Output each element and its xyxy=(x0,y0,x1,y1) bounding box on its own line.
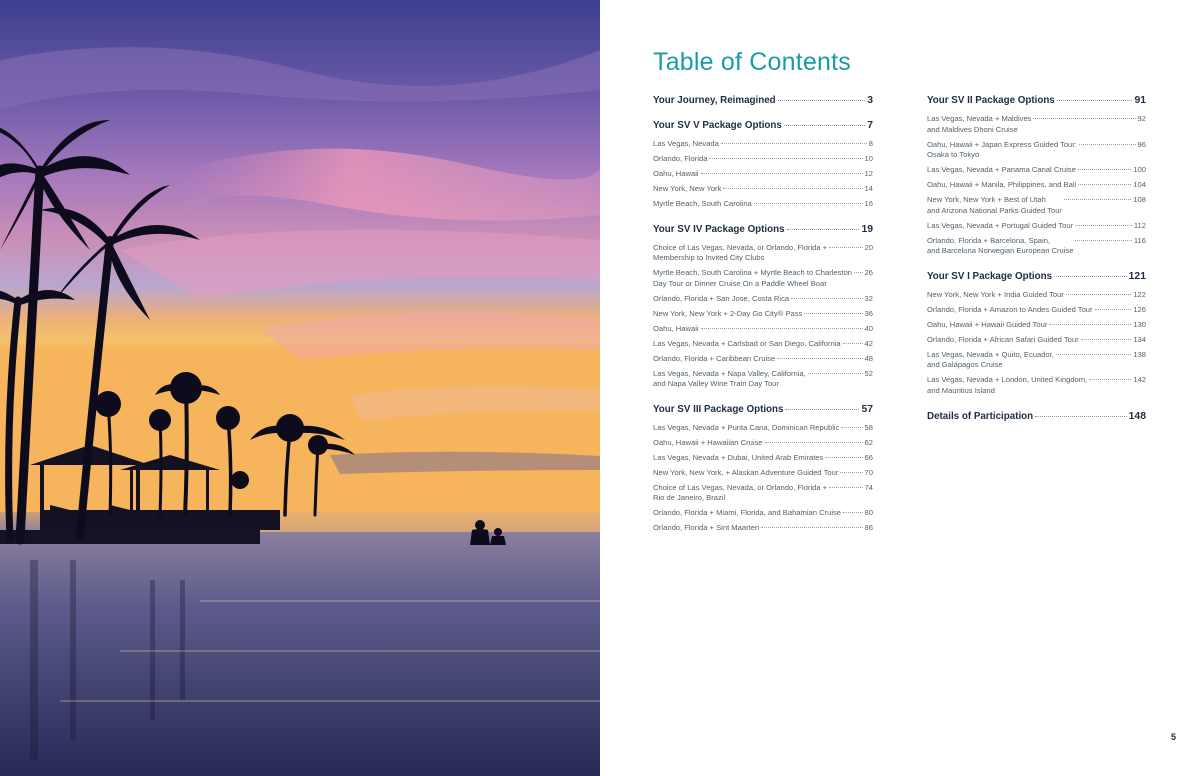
dot-leader xyxy=(840,472,862,473)
section-title: Your SV II Package Options xyxy=(927,95,1055,106)
page-number: 5 xyxy=(1170,732,1176,742)
dot-leader xyxy=(765,442,863,443)
entry-page-number: 104 xyxy=(1133,180,1146,190)
toc-section-your-sv-v-package-options xyxy=(653,119,873,210)
toc-section-heading[interactable] xyxy=(927,94,1146,107)
dot-leader xyxy=(709,158,862,159)
entry-page-number: 36 xyxy=(864,308,873,318)
toc-entry[interactable] xyxy=(653,169,873,180)
entry-label: Las Vegas, Nevada + Maldives and Maldives Dhoni Cruise xyxy=(927,114,1032,134)
entry-label: Orlando, Florida + African Safari Guided Tour xyxy=(927,334,1079,344)
toc-section-heading[interactable] xyxy=(653,119,873,132)
toc-entry[interactable] xyxy=(927,350,1146,371)
entry-page-number: 70 xyxy=(864,467,873,477)
section-title: Your SV V Package Options xyxy=(653,120,782,131)
entry-page-number: 122 xyxy=(1133,289,1146,299)
dot-leader xyxy=(777,358,862,359)
dot-leader xyxy=(784,125,865,126)
entry-page-number: 16 xyxy=(864,198,873,208)
toc-entry[interactable] xyxy=(653,508,873,519)
entry-label: Orlando, Florida xyxy=(653,153,708,163)
entry-label: Choice of Las Vegas, Nevada, or Orlando, Florida + Rio de Janeiro, Brazil xyxy=(653,482,828,503)
entry-label: Las Vegas, Nevada + Quito, Ecuador, and Galápagos Cruise xyxy=(927,349,1054,370)
section-title: Details of Participation xyxy=(927,410,1034,422)
dot-leader xyxy=(1078,184,1131,185)
entry-page-number: 48 xyxy=(864,353,873,363)
entry-label: New York, New York + India Guided Tour xyxy=(927,289,1064,299)
dot-leader xyxy=(843,512,863,513)
entry-label: Orlando, Florida + Amazon to Andes Guided Tour xyxy=(927,304,1093,314)
entry-page-number: 112 xyxy=(1133,220,1146,230)
toc-entry[interactable] xyxy=(927,165,1146,176)
toc-entry[interactable] xyxy=(927,335,1146,346)
dot-leader xyxy=(829,247,862,248)
entry-page-number: 52 xyxy=(864,368,873,378)
toc-entry[interactable] xyxy=(653,154,873,165)
section-page-number: 91 xyxy=(1134,95,1146,106)
toc-entry[interactable] xyxy=(653,309,873,320)
toc-section-your-journey-reimagined xyxy=(653,94,873,107)
dot-leader xyxy=(1079,144,1136,145)
toc-entry[interactable] xyxy=(653,184,873,195)
entry-page-number: 92 xyxy=(1137,114,1146,123)
entry-label: Orlando, Florida + San Jose, Costa Rica xyxy=(653,293,790,303)
entry-label: Myrtle Beach, South Carolina xyxy=(653,198,752,208)
entry-page-number: 108 xyxy=(1133,195,1146,205)
entry-label: Orlando, Florida + Miami, Florida, and Bahamian Cruise xyxy=(653,508,842,518)
toc-entry[interactable] xyxy=(653,294,873,305)
toc-section-heading[interactable] xyxy=(927,410,1146,423)
section-title: Your Journey, Reimagined xyxy=(653,95,776,106)
toc-entry[interactable] xyxy=(927,140,1146,161)
toc-entry[interactable] xyxy=(653,268,873,289)
dot-leader xyxy=(721,143,867,144)
section-title: Your SV I Package Options xyxy=(927,270,1053,282)
dot-leader xyxy=(1049,324,1131,325)
dot-leader xyxy=(785,409,859,410)
toc-column-right xyxy=(927,94,1146,435)
entry-label: Orlando, Florida + Caribbean Cruise xyxy=(653,353,776,363)
dot-leader xyxy=(854,272,863,273)
section-page-number: 57 xyxy=(861,403,873,415)
dot-leader xyxy=(787,229,860,230)
dot-leader xyxy=(1075,225,1132,226)
dot-leader xyxy=(1035,416,1127,417)
entry-label: New York, New York, + Alaskan Adventure Guided Tour xyxy=(653,467,839,477)
toc-section-heading[interactable] xyxy=(653,403,873,416)
dot-leader xyxy=(808,373,863,374)
entry-label: Oahu, Hawaii + Hawaii Guided Tour xyxy=(927,319,1048,329)
toc-section-your-sv-i-package-options xyxy=(927,270,1146,397)
entry-label: Orlando, Florida + Barcelona, Spain, and Barcelona Norwegian European Cruise xyxy=(927,235,1074,256)
page-title: Table of Contents xyxy=(653,48,851,76)
entry-label: Oahu, Hawaii xyxy=(653,168,699,178)
entry-page-number: 130 xyxy=(1133,319,1146,329)
entry-label: Las Vegas, Nevada xyxy=(653,139,719,148)
entry-label: Las Vegas, Nevada + Napa Valley, California, and Napa Valley Wine Train Day Tour xyxy=(653,368,806,389)
dot-leader xyxy=(1075,240,1131,241)
entry-page-number: 142 xyxy=(1133,375,1146,385)
entry-page-number: 138 xyxy=(1133,349,1146,359)
entry-label: Myrtle Beach, South Carolina + Myrtle Beach to Charleston Day Tour or Dinner Cruise On a Paddle Wheel Boat xyxy=(653,268,853,288)
toc-section-heading[interactable] xyxy=(653,223,873,236)
entry-page-number: 8 xyxy=(868,139,873,148)
section-title: Your SV IV Package Options xyxy=(653,223,785,235)
toc-entry[interactable] xyxy=(927,375,1146,396)
toc-entry[interactable] xyxy=(653,339,873,350)
dot-leader xyxy=(778,100,866,101)
dot-leader xyxy=(843,343,863,344)
entry-page-number: 74 xyxy=(864,482,873,492)
section-title: Your SV III Package Options xyxy=(653,403,784,415)
toc-entry[interactable] xyxy=(653,354,873,365)
entry-label: Orlando, Florida + Sint Maarten xyxy=(653,523,760,533)
toc-section-details-of-participation xyxy=(927,410,1146,423)
dot-leader xyxy=(1066,294,1131,295)
entry-label: Las Vegas, Nevada + London, United Kingdom, and Mauritius Island xyxy=(927,375,1088,395)
dot-leader xyxy=(1056,354,1131,355)
entry-page-number: 96 xyxy=(1137,139,1146,149)
entry-label: Oahu, Hawaii + Japan Express Guided Tour: Osaka to Tokyo xyxy=(927,139,1077,160)
entry-label: New York, New York + Best of Utah and Arizona National Parks Guided Tour xyxy=(927,195,1062,215)
entry-label: New York, New York xyxy=(653,183,722,193)
toc-section-your-sv-iii-package-options xyxy=(653,403,873,534)
entry-label: Las Vegas, Nevada + Carlsbad or San Diego, California xyxy=(653,338,841,348)
entry-page-number: 66 xyxy=(864,452,873,462)
entry-page-number: 134 xyxy=(1133,334,1146,344)
toc-entry[interactable] xyxy=(653,243,873,264)
entry-page-number: 86 xyxy=(864,523,873,533)
dot-leader xyxy=(1064,199,1131,200)
dot-leader xyxy=(841,427,862,428)
entry-label: Las Vegas, Nevada + Punta Cana, Dominican Republic xyxy=(653,422,840,432)
entry-page-number: 100 xyxy=(1133,165,1146,175)
toc-entry[interactable] xyxy=(653,453,873,464)
entry-label: Oahu, Hawaii xyxy=(653,323,699,333)
toc-entry[interactable] xyxy=(927,305,1146,316)
toc-entry[interactable] xyxy=(653,199,873,210)
dot-leader xyxy=(1089,379,1131,380)
toc-entry[interactable] xyxy=(927,320,1146,331)
entry-page-number: 20 xyxy=(864,242,873,252)
section-page-number: 3 xyxy=(867,95,873,106)
toc-entry[interactable] xyxy=(927,195,1146,216)
dot-leader xyxy=(761,527,862,528)
dot-leader xyxy=(791,298,862,299)
section-page-number: 19 xyxy=(861,223,873,235)
entry-label: Oahu, Hawaii + Hawaiian Cruise xyxy=(653,437,763,447)
dot-leader xyxy=(1054,276,1127,277)
entry-page-number: 58 xyxy=(864,422,873,432)
entry-label: New York, New York + 2-Day Go City® Pass xyxy=(653,308,803,318)
entry-label: Las Vegas, Nevada + Dubai, United Arab Emirates xyxy=(653,452,824,462)
entry-page-number: 14 xyxy=(864,183,873,193)
dot-leader xyxy=(1078,169,1132,170)
dot-leader xyxy=(825,457,862,458)
toc-entry[interactable] xyxy=(927,180,1146,191)
toc-entry[interactable] xyxy=(653,523,873,534)
dot-leader xyxy=(701,328,863,329)
toc-column-left xyxy=(653,94,873,547)
dot-leader xyxy=(804,313,862,314)
entry-page-number: 116 xyxy=(1133,235,1146,245)
entry-page-number: 26 xyxy=(864,268,873,278)
toc-entry[interactable] xyxy=(653,369,873,390)
dot-leader xyxy=(723,188,862,189)
dot-leader xyxy=(1057,100,1133,101)
entry-label: Las Vegas, Nevada + Panama Canal Cruise xyxy=(927,165,1076,175)
toc-entry[interactable] xyxy=(653,324,873,335)
section-page-number: 148 xyxy=(1128,410,1146,422)
section-page-number: 7 xyxy=(867,120,873,131)
entry-page-number: 80 xyxy=(864,508,873,518)
dot-leader xyxy=(1095,309,1132,310)
dot-leader xyxy=(1081,339,1132,340)
toc-entry[interactable] xyxy=(653,468,873,479)
toc-entry[interactable] xyxy=(653,423,873,434)
toc-entry[interactable] xyxy=(927,236,1146,257)
entry-page-number: 40 xyxy=(864,323,873,333)
toc-section-heading[interactable] xyxy=(927,270,1146,283)
toc-entry[interactable] xyxy=(927,221,1146,232)
toc-entry[interactable] xyxy=(653,139,873,150)
dot-leader xyxy=(701,173,863,174)
entry-label: Las Vegas, Nevada + Portugal Guided Tour xyxy=(927,220,1074,230)
toc-section-your-sv-ii-package-options xyxy=(927,94,1146,257)
entry-page-number: 10 xyxy=(864,153,873,163)
section-page-number: 121 xyxy=(1128,270,1146,282)
dot-leader xyxy=(829,487,862,488)
entry-page-number: 12 xyxy=(864,168,873,178)
table-of-contents-panel xyxy=(600,0,1200,776)
entry-label: Oahu, Hawaii + Manila, Philippines, and Bali xyxy=(927,180,1077,190)
toc-section-heading[interactable] xyxy=(653,94,873,107)
entry-page-number: 32 xyxy=(864,293,873,303)
dot-leader xyxy=(754,203,863,204)
dot-leader xyxy=(1033,118,1135,119)
toc-section-your-sv-iv-package-options xyxy=(653,223,873,390)
entry-page-number: 126 xyxy=(1133,304,1146,314)
entry-label: Choice of Las Vegas, Nevada, or Orlando, Florida + Membership to Invited City Clubs xyxy=(653,242,828,263)
toc-entry[interactable] xyxy=(653,438,873,449)
entry-page-number: 62 xyxy=(864,437,873,447)
toc-entry[interactable] xyxy=(927,114,1146,135)
entry-page-number: 42 xyxy=(864,338,873,348)
toc-entry[interactable] xyxy=(653,483,873,504)
toc-entry[interactable] xyxy=(927,290,1146,301)
